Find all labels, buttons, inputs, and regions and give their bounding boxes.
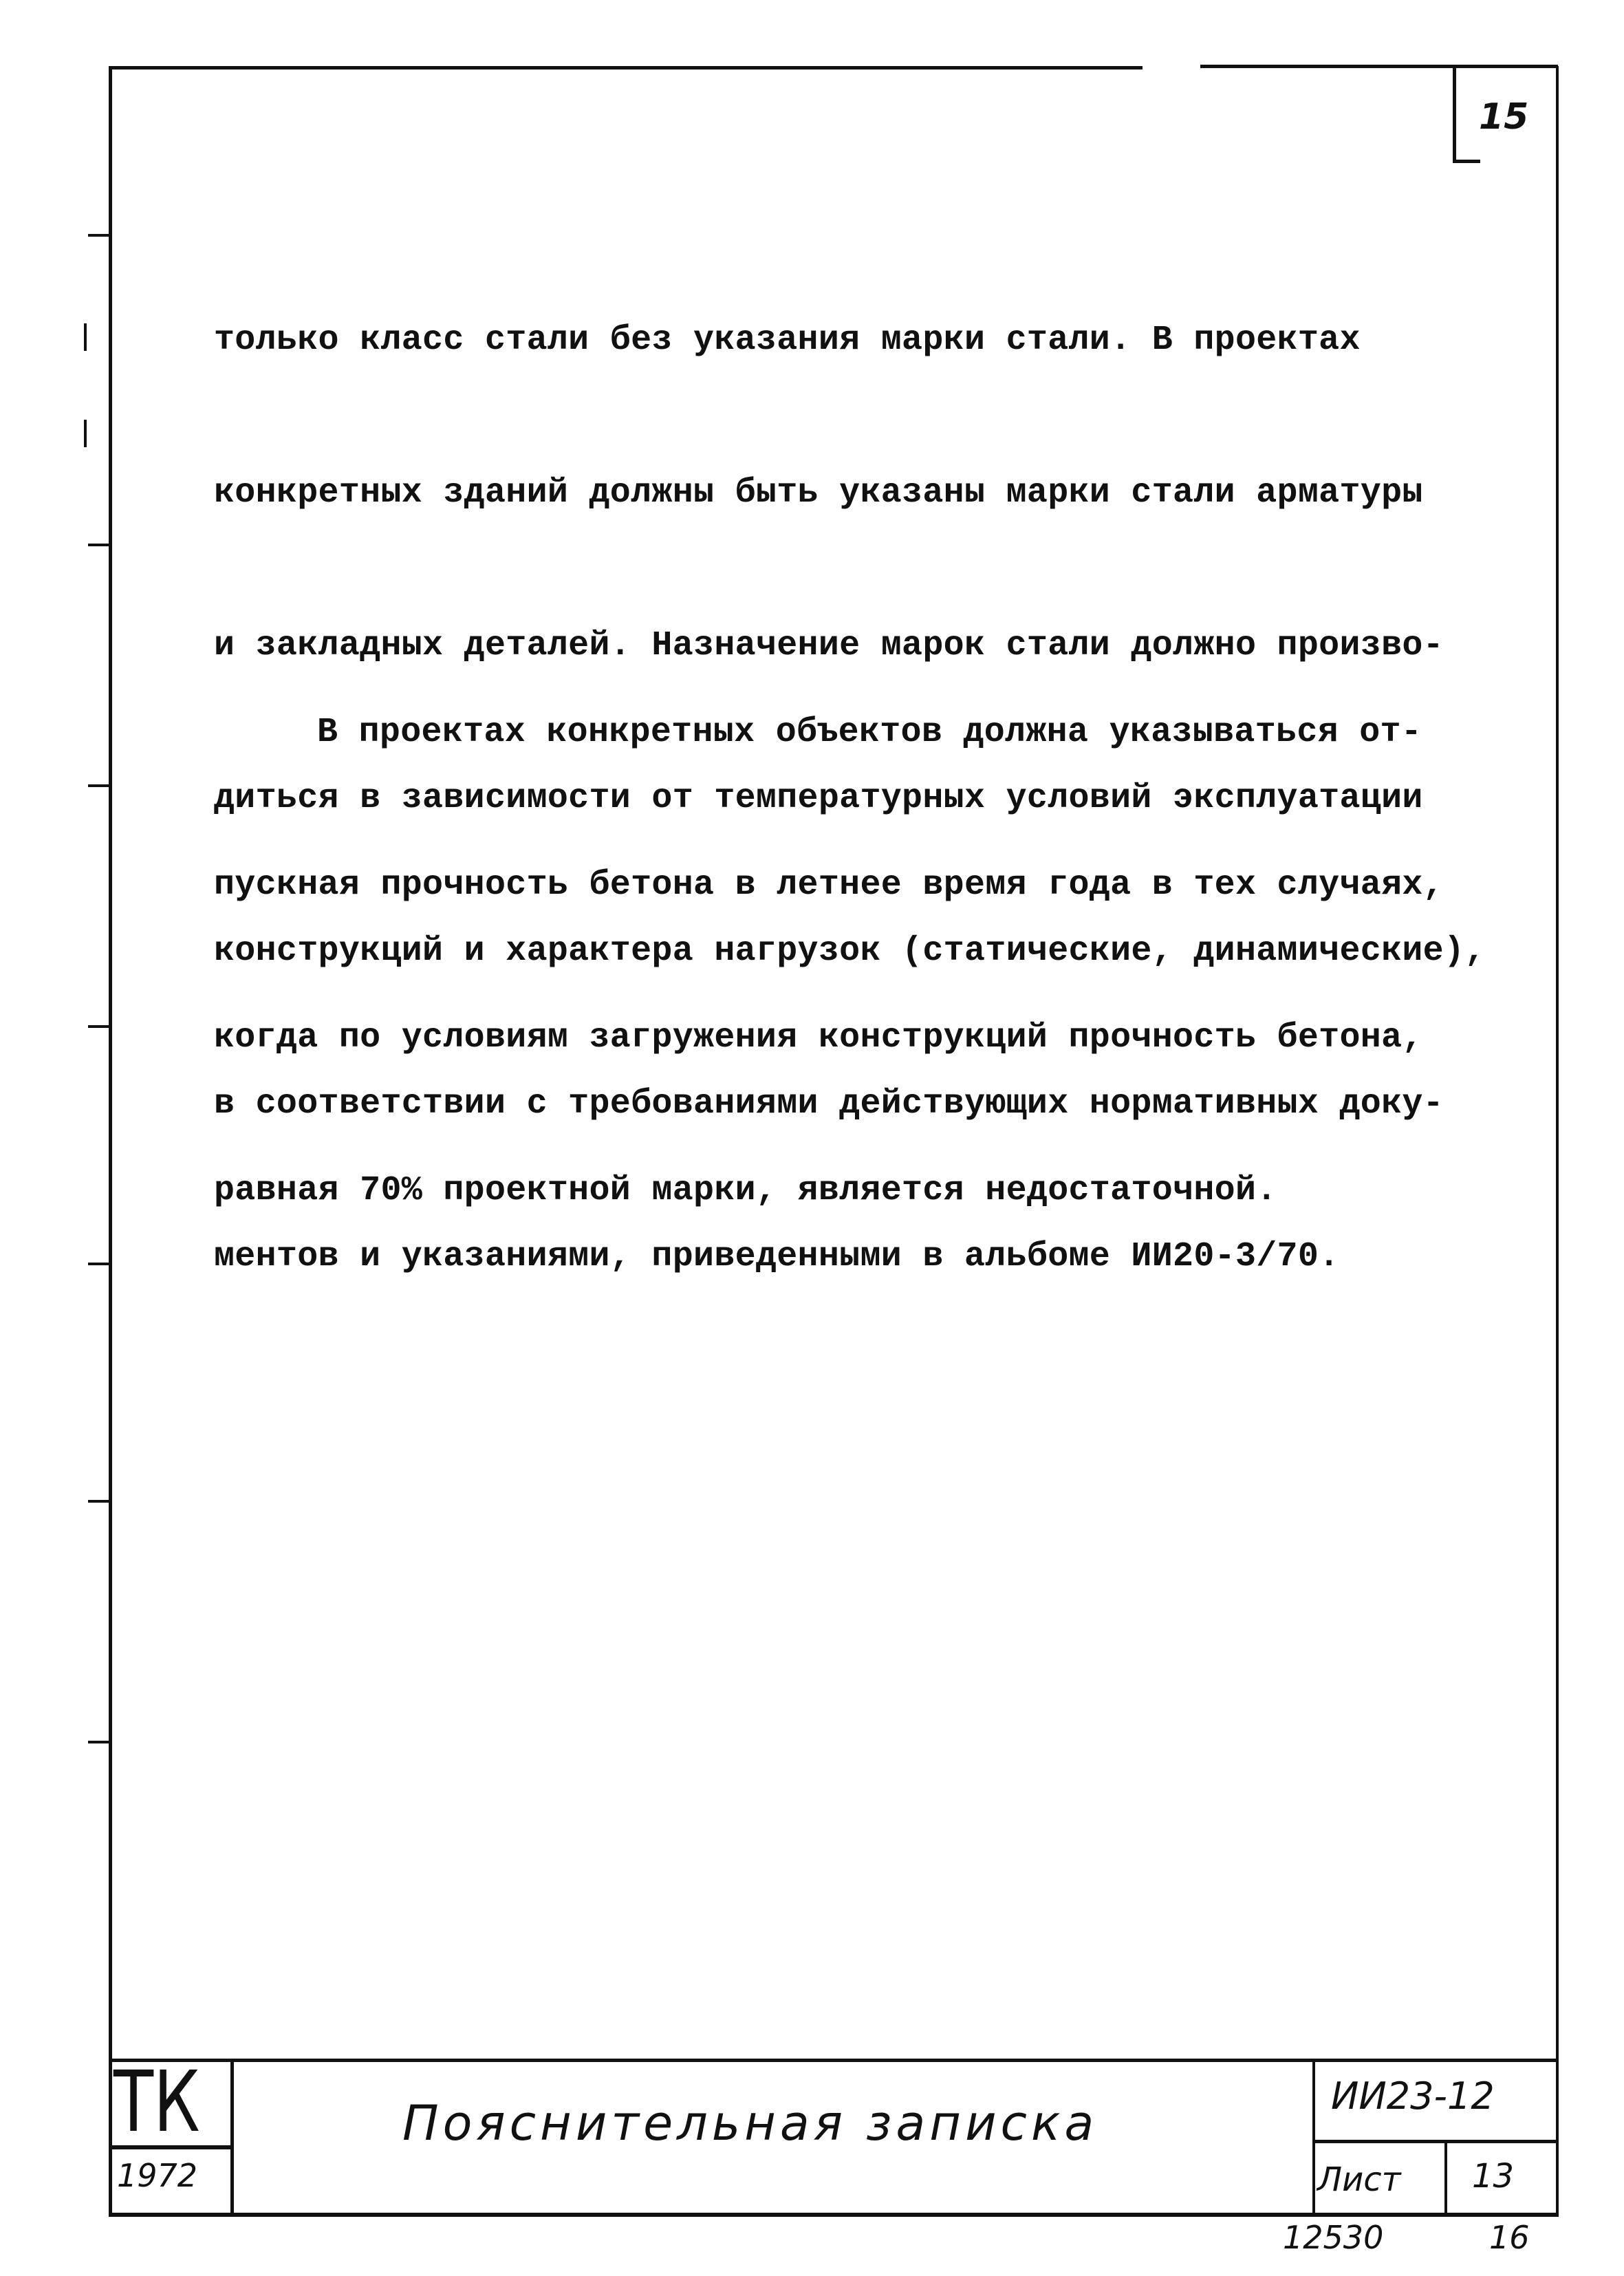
- text-line: и закладных деталей. Назначение марок стали должно произво-: [214, 626, 1444, 665]
- code-cell-divider: [1312, 2140, 1559, 2143]
- margin-tick: [88, 1500, 111, 1503]
- title-block-top: [109, 2059, 1559, 2062]
- frame-right: [1556, 66, 1559, 2215]
- text-line: в соответствии с требованиями действующих нормативных доку-: [214, 1084, 1444, 1124]
- order-number: 12530: [1283, 2219, 1384, 2256]
- paragraph-2: [214, 605, 1444, 1267]
- text-line: когда по условиям загружения конструкций прочность бетона,: [214, 1018, 1423, 1058]
- text-line: пускная прочность бетона в летнее время года в тех случаях,: [214, 866, 1444, 905]
- frame-bottom: [109, 2213, 1559, 2217]
- text-line: равная 70% проектной марки, является недостаточной.: [214, 1171, 1277, 1210]
- frame-left: [109, 66, 112, 2215]
- page-number-box-left: [1453, 66, 1456, 162]
- document-code: ИИ23-12: [1331, 2074, 1495, 2118]
- text-line: только класс стали без указания марки стали. В проектах: [214, 321, 1361, 360]
- frame-top: [111, 66, 1143, 69]
- page-number: 15: [1479, 96, 1529, 138]
- code-cell-left: [1312, 2059, 1315, 2215]
- document-title: Пояснительная записка: [402, 2095, 1098, 2151]
- margin-mark: [84, 420, 87, 447]
- margin-tick: [88, 234, 111, 237]
- margin-mark: [84, 323, 87, 351]
- year: 1972: [117, 2157, 198, 2194]
- tk-logo: ТК: [113, 2053, 200, 2151]
- text-line: конкретных зданий должны быть указаны марки стали арматуры: [214, 473, 1423, 513]
- sheet-label: Лист: [1317, 2160, 1401, 2199]
- sheet-number: 13: [1472, 2157, 1515, 2196]
- footer-page: 16: [1489, 2219, 1530, 2256]
- margin-tick: [88, 784, 111, 787]
- margin-tick: [88, 1263, 111, 1265]
- margin-tick: [88, 1025, 111, 1028]
- text-line: ментов и указаниями, приведенными в альбоме ИИ20-3/70.: [214, 1237, 1340, 1276]
- page-number-box-bottom: [1453, 160, 1480, 163]
- logo-cell-right: [230, 2059, 234, 2215]
- text-line: В проектах конкретных объектов должна указываться от-: [317, 713, 1422, 752]
- text-line: диться в зависимости от температурных условий эксплуатации: [214, 779, 1423, 818]
- frame-top-right: [1200, 65, 1558, 68]
- margin-tick: [88, 1741, 111, 1743]
- sheet-cell-divider: [1444, 2140, 1447, 2215]
- margin-tick: [88, 544, 111, 546]
- text-line: конструкций и характера нагрузок (статические, динамические),: [214, 932, 1486, 971]
